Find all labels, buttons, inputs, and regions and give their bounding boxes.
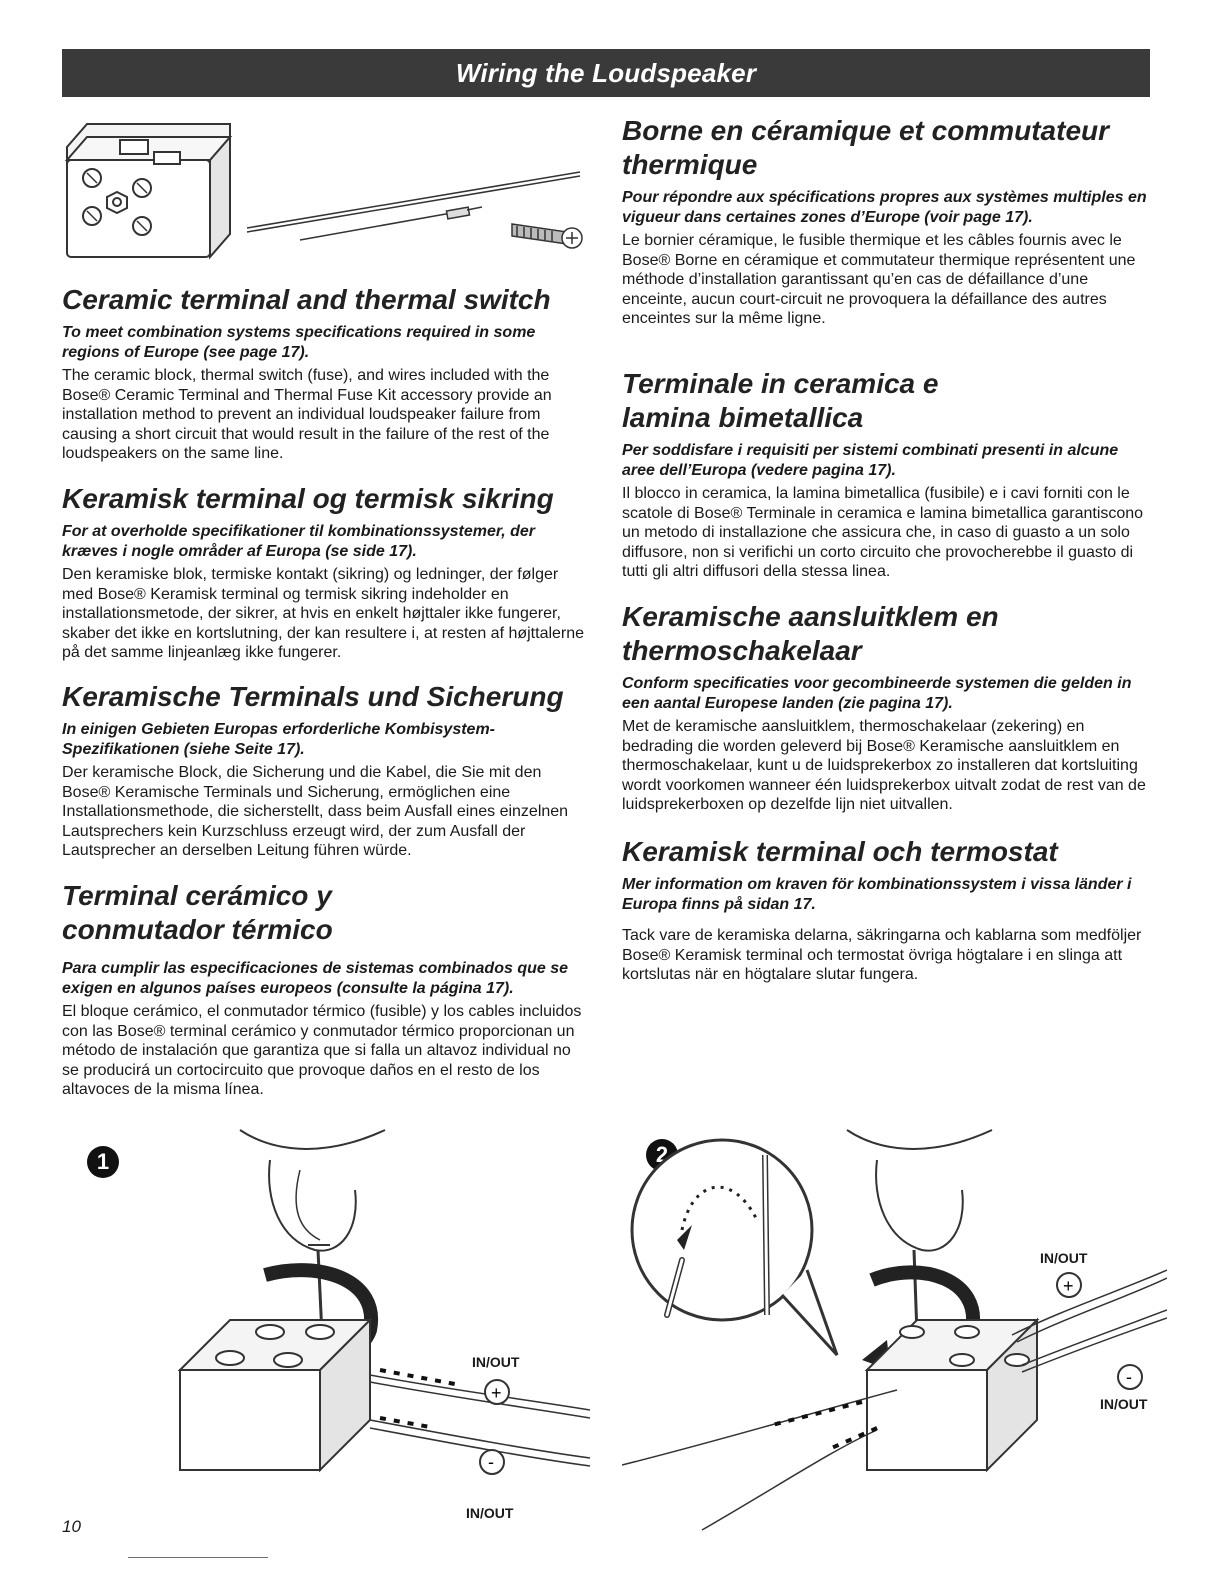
step1-illustration xyxy=(170,1120,600,1500)
section-title: Ceramic terminal and thermal switch xyxy=(62,284,551,315)
section-subtitle: Conform specificaties voor gecombineerde systemen die gelden in een aantal Europese landen (zie pagina 17). xyxy=(622,675,1132,712)
section-swedish xyxy=(622,835,1152,985)
section-title: Terminal cerámico y conmutador térmico xyxy=(62,880,333,945)
section-subtitle: Mer information om kraven för kombinationssystem i vissa länder i Europa finns på sidan 17. xyxy=(622,876,1132,913)
section-german xyxy=(62,680,592,861)
page-title: Wiring the Loudspeaker xyxy=(455,57,757,88)
section-body: Den keramiske blok, termiske kontakt (sikring) og ledninger, der følger med Bose® Keramisk terminal og termisk sikring indeholder en installationsmetode, der sikrer, at hvis en enkelt højttaler ikke fungerer, skaber det ikke en kortslutning, der kan resultere i, at resten af højttalerne på det samme linjeanlæg ikke fungerer. xyxy=(62,566,585,661)
in-out-label-plus: IN/OUT xyxy=(472,1354,520,1370)
section-spanish xyxy=(62,879,592,1100)
section-body: Met de keramische aansluitklem, thermoschakelaar (zekering) en bedrading die worden geleverd bij Bose® Keramische aansluitklem en thermoschakelaar, kunt u de luidsprekerbox zo installeren dat kortsluiting wordt voorkomen wanneer één luidsprekerbox uitvalt zodat de rest van de luidsprekerboxen op dezelfde lijn niet uitvallen. xyxy=(622,718,1146,813)
page-header-banner xyxy=(62,49,1150,97)
plus-symbol: + xyxy=(1063,1276,1074,1296)
in-out-label-minus: IN/OUT xyxy=(466,1505,514,1521)
step-number-badge: 2 xyxy=(646,1139,678,1171)
section-danish xyxy=(62,482,592,663)
section-title: Keramische Terminals und Sicherung xyxy=(62,681,564,712)
section-french xyxy=(622,114,1152,329)
minus-symbol: - xyxy=(488,1452,494,1472)
section-italian xyxy=(622,367,1152,582)
section-title: Keramische aansluitklem en thermoschakelaar xyxy=(622,601,999,666)
section-subtitle: Per soddisfare i requisiti per sistemi combinati presenti in alcune aree dell’Europa (vedere pagina 17). xyxy=(622,442,1119,479)
page-number: 10 xyxy=(62,1517,81,1536)
section-body: El bloque cerámico, el conmutador térmico (fusible) y los cables incluidos con las Bose® terminal cerámico y conmutador térmico proporcionan un método de instalación que garantiza que si falla un altavoz individual no se producirá un cortocircuito que provoque daños en el resto de los altavoces de la misma línea. xyxy=(62,1003,582,1098)
section-title: Keramisk terminal og termisk sikring xyxy=(62,483,554,514)
ceramic-kit-illustration xyxy=(62,112,592,267)
section-english xyxy=(62,283,592,464)
section-subtitle: In einigen Gebieten Europas erforderliche Kombisystem-Spezifikationen (siehe Seite 17). xyxy=(62,721,495,758)
section-body: Der keramische Block, die Sicherung und die Kabel, die Sie mit den Bose® Keramische Terminals und Sicherung, ermöglichen eine Installationsmethode, die sicherstellt, dass beim Ausfall eines einzelnen Lautsprechers kein Kurzschluss erzeugt wird, der zum Ausfall der Lautsprecher an derselben Leitung führen würde. xyxy=(62,764,569,859)
in-out-label-minus: IN/OUT xyxy=(1100,1396,1148,1412)
section-body: Il blocco in ceramica, la lamina bimetallica (fusibile) e i cavi forniti con le scatole di Bose® Terminale in ceramica e lamina bimetallica garantiscono un metodo di installazione che assicura che, in caso di guasto a un solo diffusore, non si verifichi un corto circuito che provocherebbe il guasto di tutti gli altri diffusori della stessa linea. xyxy=(622,485,1144,580)
step-number-badge: 1 xyxy=(87,1146,119,1178)
section-subtitle: Para cumplir las especificaciones de sistemas combinados que se exigen en algunos países europeos (consulte la página 17). xyxy=(62,960,568,997)
section-dutch xyxy=(622,600,1152,815)
in-out-label-plus: IN/OUT xyxy=(1040,1250,1088,1266)
section-body: Tack vare de keramiska delarna, säkringarna och kablarna som medföljer Bose® Keramisk terminal och termostat övriga högtalare i en slinga att kortslutas när en högtalare slutar fungera. xyxy=(622,927,1142,983)
section-subtitle: Pour répondre aux spécifications propres aux systèmes multiples en vigueur dans certaines zones d’Europe (voir page 17). xyxy=(622,189,1147,226)
section-title: Keramisk terminal och termostat xyxy=(622,836,1058,867)
section-body: The ceramic block, thermal switch (fuse), and wires included with the Bose® Ceramic Terminal and Thermal Fuse Kit accessory provide an installation method to prevent an individual loudspeaker failure from causing a short circuit that would result in the failure of the rest of the loudspeakers on the same line. xyxy=(62,367,552,462)
plus-symbol: + xyxy=(491,1383,502,1403)
footer-divider xyxy=(128,1557,268,1558)
step2-illustration xyxy=(622,1120,1167,1540)
minus-symbol: - xyxy=(1126,1367,1132,1387)
section-title: Terminale in ceramica e lamina bimetallica xyxy=(622,368,939,433)
section-body: Le bornier céramique, le fusible thermique et les câbles fournis avec le Bose® Borne en céramique et commutateur thermique représentent une méthode d’installation garantissant qu’en cas de défaillance d’une enceinte, aucun court-circuit ne provoquera la défaillance des autres enceintes sur la même ligne. xyxy=(622,232,1136,327)
section-title: Borne en céramique et commutateur thermique xyxy=(622,115,1110,180)
section-subtitle: To meet combination systems specifications required in some regions of Europe (see page 17). xyxy=(62,324,536,361)
section-subtitle: For at overholde specifikationer til kombinationssystemer, der kræves i nogle områder af Europa (se side 17). xyxy=(62,523,536,560)
